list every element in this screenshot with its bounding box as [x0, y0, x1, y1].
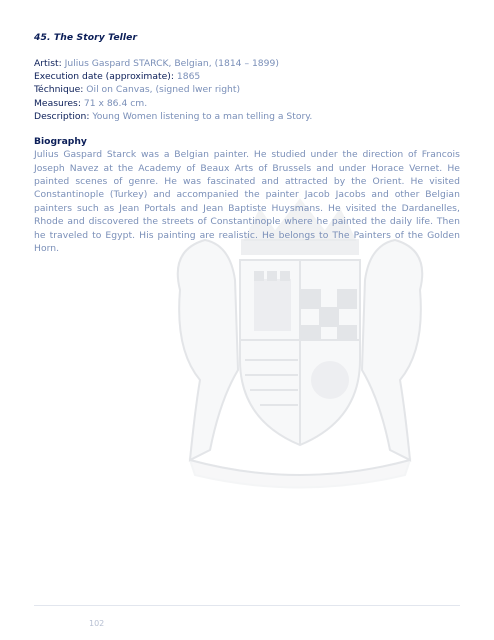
footer-divider: [34, 605, 460, 606]
artwork-info: [34, 32, 460, 255]
description-label: Description:: [34, 110, 90, 122]
execution-date-value: 1865: [176, 71, 201, 83]
technique-label: Téchnique:: [34, 84, 84, 96]
measures-value: 71 x 86.4 cm.: [83, 97, 148, 109]
artwork-title: 45. The Story Teller: [34, 32, 138, 43]
technique-value: Oil on Canvas, (signed lwer right): [86, 84, 241, 96]
execution-date-line: [34, 70, 460, 83]
biography-heading: Biography: [34, 136, 87, 148]
measures-label: Measures:: [34, 97, 81, 109]
description-line: [34, 110, 460, 123]
description-value: Young Women listening to a man telling a Story.: [92, 110, 313, 122]
artist-line: [34, 57, 460, 70]
page-number: 102: [89, 619, 105, 628]
measures-line: [34, 97, 460, 110]
technique-line: [34, 83, 460, 96]
biography-text: Julius Gaspard Starck was a Belgian painter. He studied under the direction of Francois Joseph Navez at the Academy of Beaux Arts of Brussels and under Horace Vernet. He painted scenes of genre. He was fascinated and attracted by the Orient. He visited Constantinople (Turkey) and accompanied the painter Jacob Jacobs and other Belgian painters such as Jean Portals and Jean Baptiste Huysmans. He visited the Dardanelles, Rhode and discovered the streets of Constantinople where he painted the daily life. Then he traveled to Egypt. His painting are realistic. He belongs to The Painters of the Golden Horn.: [34, 149, 460, 255]
artist-label: Artist:: [34, 58, 62, 69]
execution-date-label: Execution date (approximate):: [34, 71, 174, 83]
artist-value: Julius Gaspard STARCK, Belgian, (1814 – 1899): [64, 58, 279, 69]
